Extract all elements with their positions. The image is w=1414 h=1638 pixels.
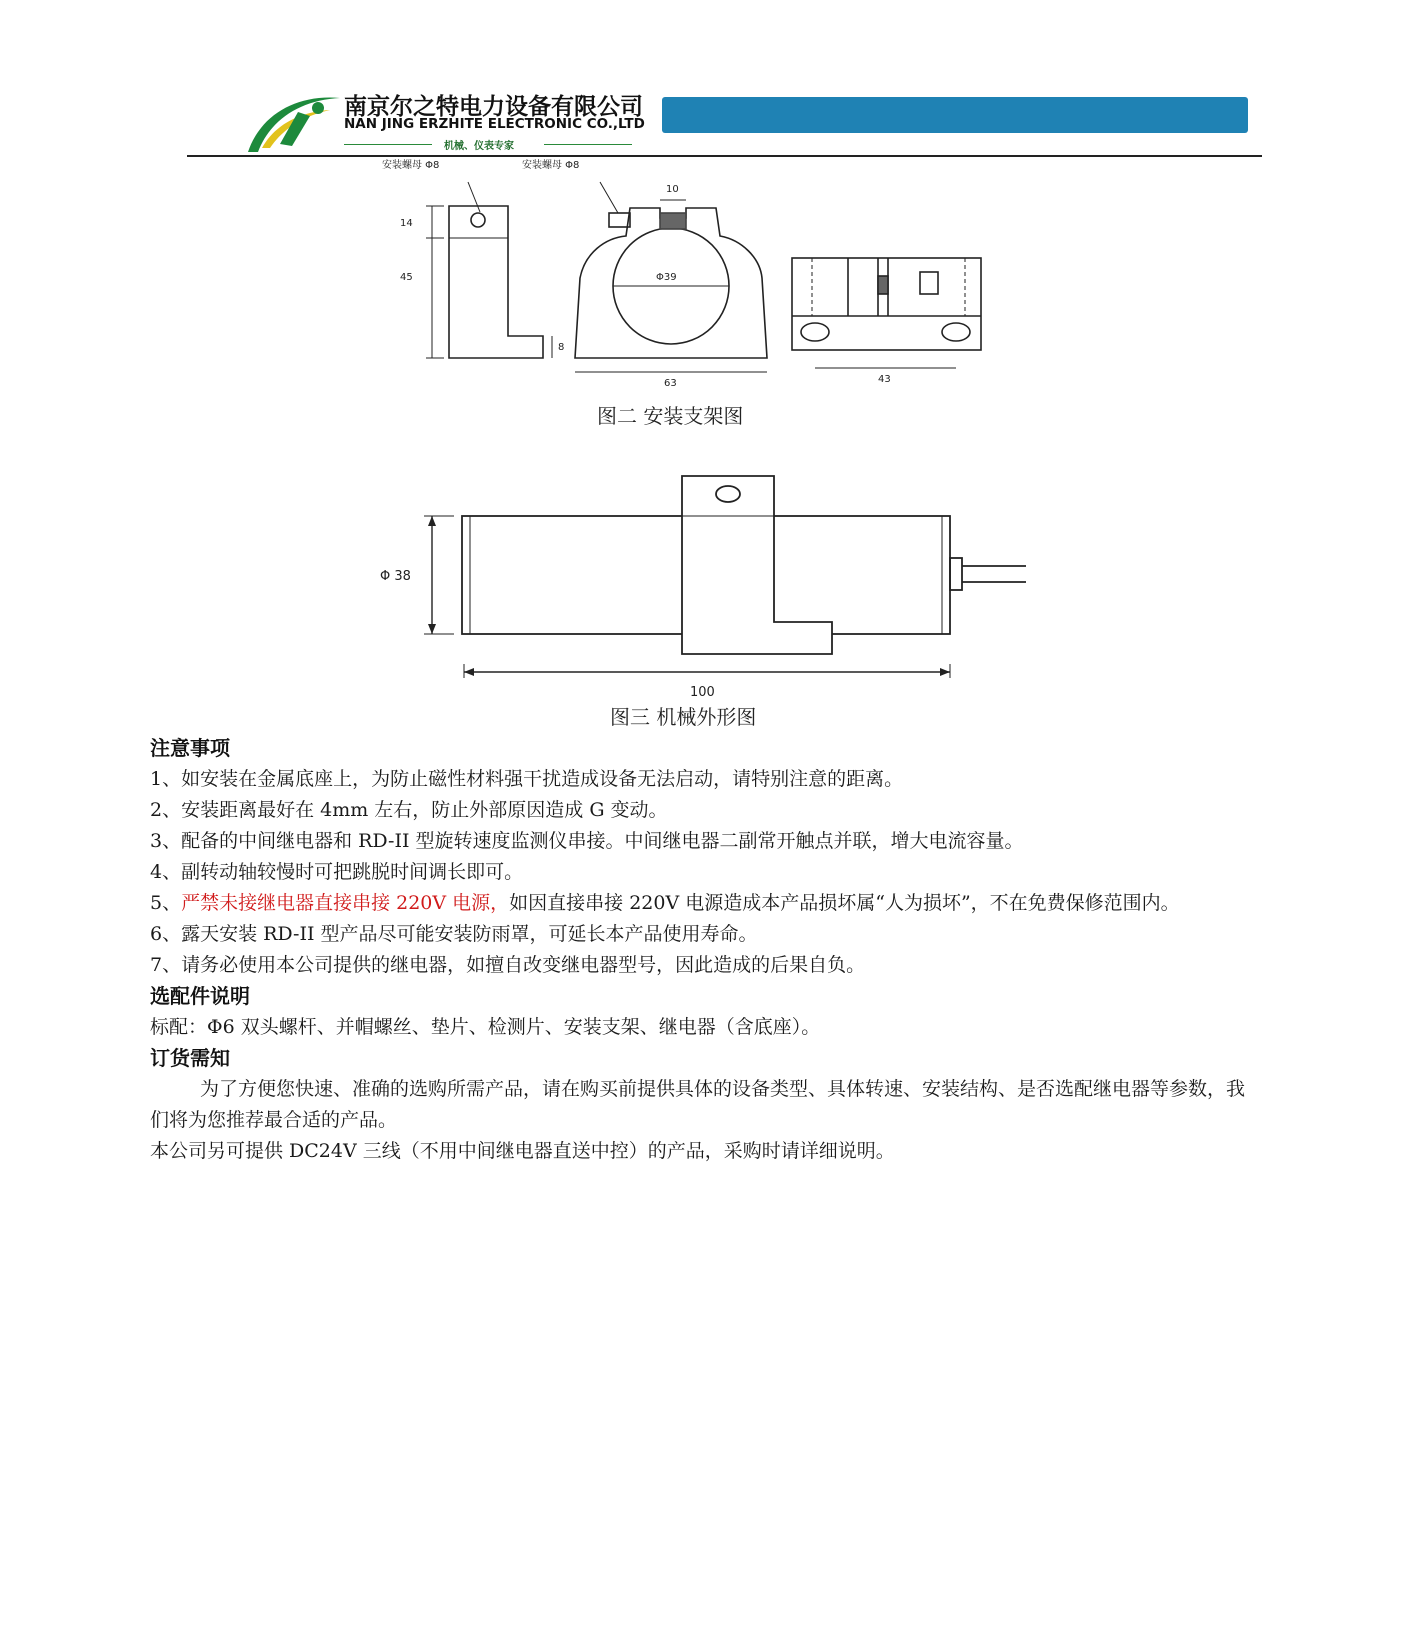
dim-8: 8 [558,342,565,353]
note-item5-prefix: 5、 [150,892,182,914]
company-name-en: NAN JING ERZHITE ELECTRONIC CO.,LTD [344,116,645,132]
note-item-warning [150,888,1260,919]
nut-hole-icon [471,213,485,227]
figure2-caption: 图二 安装支架图 [597,404,744,428]
company-logo-icon [240,86,344,156]
note-item: 4、副转动轴较慢时可把跳脱时间调长即可。 [150,861,524,883]
figure3-caption: 图三 机械外形图 [610,705,757,729]
l-bracket-side-view [449,206,543,358]
dim-phi39: Φ39 [656,272,677,283]
note-item: 7、请务必使用本公司提供的继电器，如擅自改变继电器型号，因此造成的后果自负。 [150,954,866,976]
figure-mounting-bracket [380,158,1010,398]
bracket-outline [682,476,832,654]
dim-10: 10 [666,184,679,195]
dim-63: 63 [664,378,677,389]
slot-right [942,323,970,341]
header-banner [662,97,1248,133]
ordering-paragraph-2: 本公司另可提供 DC24V 三线（不用中间继电器直送中控）的产品，采购时请详细说明。 [150,1140,895,1162]
slot-left [801,323,829,341]
header-divider [187,155,1262,157]
notes-title: 注意事项 [150,736,230,760]
figure-mechanical-outline [370,470,1030,700]
ordering-paragraph-1: 为了方便您快速、准确的选购所需产品，请在购买前提供具体的设备类型、具体转速、安装结构、是否选配继电器等参数，我们将为您推荐最合适的产品。 [150,1078,1246,1131]
ordering-title: 订货需知 [150,1046,230,1070]
note-item: 2、安装距离最好在 4mm 左右，防止外部原因造成 G 变动。 [150,799,668,821]
cable-gland [950,558,962,590]
clamp-top-view [792,258,981,350]
nut-label-right: 安装螺母 Φ8 [522,160,580,171]
tagline-text: 机械、仪表专家 [444,141,514,152]
nut-label-left: 安装螺母 Φ8 [382,160,440,171]
clamp-front-view [575,208,767,358]
company-tagline [344,137,644,151]
page-header [0,0,1414,160]
company-name-cn: 南京尔之特电力设备有限公司 [344,94,643,120]
notes-content [150,733,1260,1167]
accessories-title: 选配件说明 [150,984,250,1008]
note-item: 6、露天安装 RD-II 型产品尽可能安装防雨罩，可延长本产品使用寿命。 [150,923,758,945]
accessories-text: 标配：Φ6 双头螺杆、并帽螺丝、垫片、检测片、安装支架、继电器（含底座）。 [150,1016,821,1038]
dim-45: 45 [400,272,413,283]
dim-100: 100 [690,685,715,700]
dim-43: 43 [878,374,891,385]
warning-text: 严禁未接继电器直接串接 220V 电源， [181,892,510,914]
dim-14: 14 [400,218,413,229]
dim-phi38: Φ 38 [380,569,411,584]
note-item5-rest: 如因直接串接 220V 电源造成本产品损坏属“人为损坏”，不在免费保修范围内。 [509,892,1180,914]
note-item: 1、如安装在金属底座上，为防止磁性材料强干扰造成设备无法启动，请特别注意的距离。 [150,768,904,790]
note-item: 3、配备的中间继电器和 RD-II 型旋转速度监测仪串接。中间继电器二副常开触点并联，增大电流容量。 [150,830,1024,852]
